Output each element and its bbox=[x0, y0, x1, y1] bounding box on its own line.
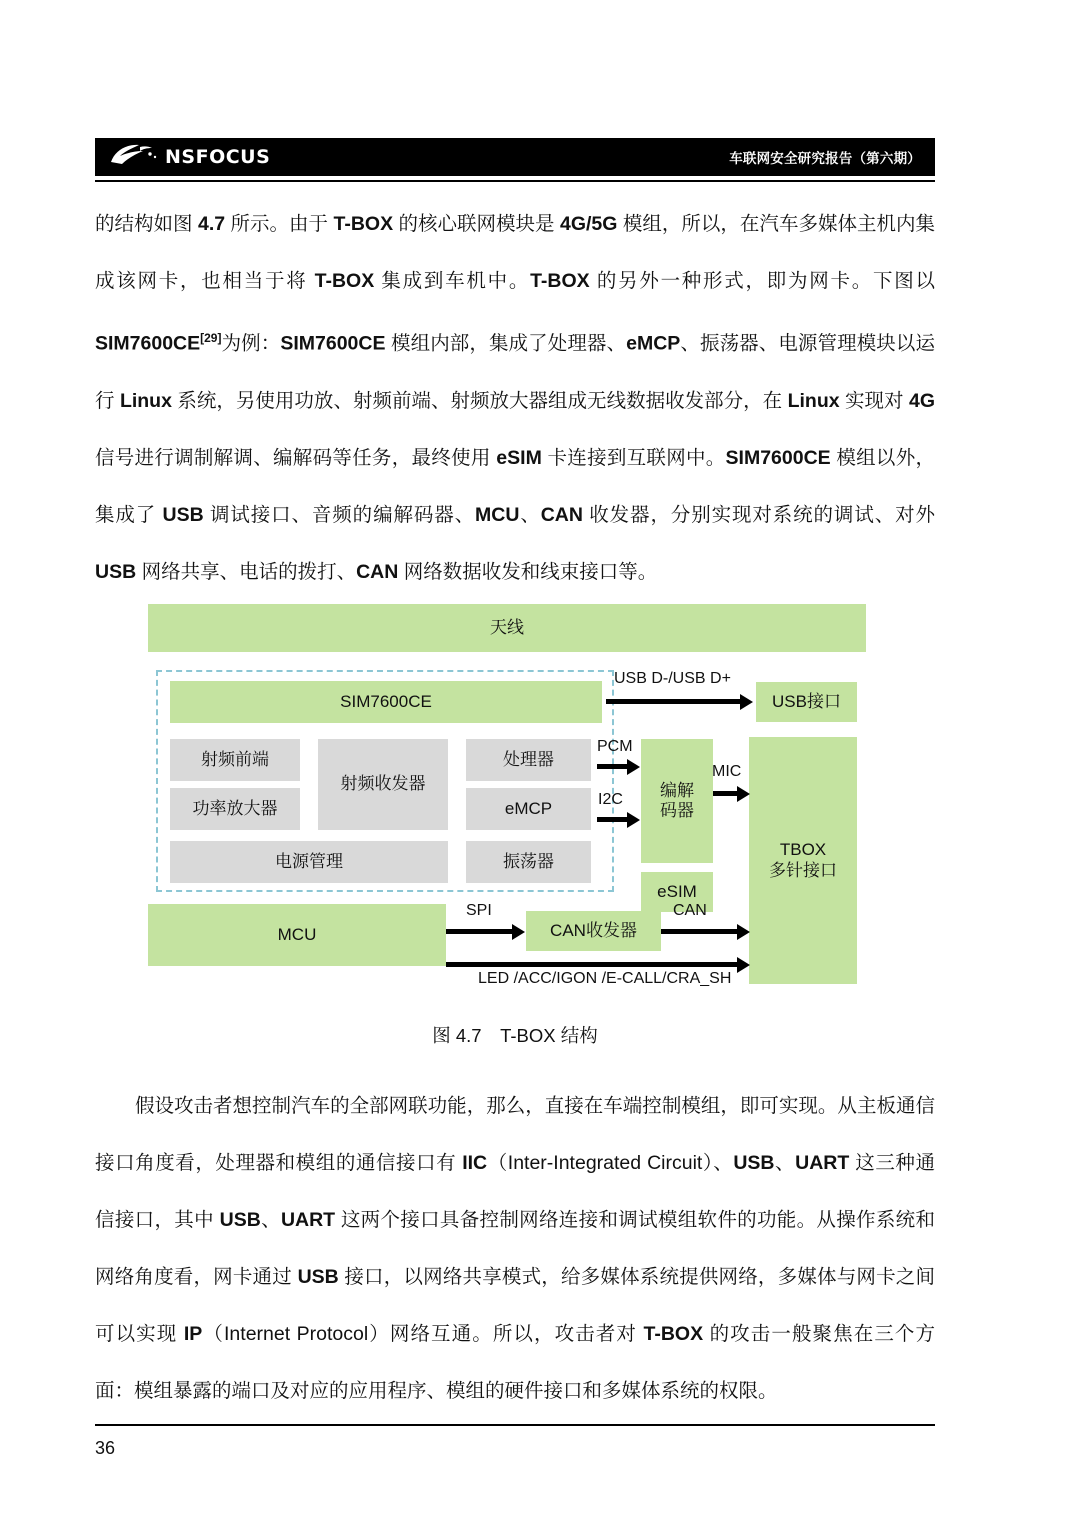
block-tbox-connector-label-line1: TBOX bbox=[779, 840, 827, 860]
block-rf-frontend-label: 射频前端 bbox=[201, 749, 269, 769]
arrow-spi-line bbox=[446, 929, 514, 934]
arrow-usb-line bbox=[606, 699, 742, 704]
signal-label-can: CAN bbox=[673, 902, 707, 919]
signal-label-pcm: PCM bbox=[597, 738, 633, 755]
brand-lockup bbox=[109, 142, 270, 173]
block-codec-label: 编解码器 bbox=[660, 780, 694, 820]
footer-divider bbox=[95, 1424, 935, 1426]
block-oscillator bbox=[466, 841, 591, 883]
block-power-management bbox=[170, 841, 448, 883]
arrow-led-acc-head bbox=[737, 957, 750, 973]
block-usb-interface bbox=[756, 682, 857, 722]
block-power-management-label: 电源管理 bbox=[275, 851, 343, 871]
block-processor-label: 处理器 bbox=[503, 749, 554, 769]
body-paragraph-1: 的结构如图 4.7 所示。由于 T-BOX 的核心联网模块是 4G/5G 模组，所以，在汽车多媒体主机内集成该网卡，也相当于将 T-BOX 集成到车机中。T-BOX 的另外一种形式，即为网卡。下图以 SIM7600CE[29]为例：SIM7600CE 模组内部，集成了处理器、eMCP、振荡器、电源管理模块以运行 Linux 系统，另使用功放、射频前端、射频放大器组成无线数据收发部分，在 Linux 实现对 4G 信号进行调制解调、编解码等任务，最终使用 eSIM 卡连接到互联网中。SIM7600CE 模组以外，集成了 USB 调试接口、音频的编解码器、MCU、CAN 收发器，分别实现对系统的调试、对外 USB 网络共享、电话的拨打、CAN 网络数据收发和线束接口等。 bbox=[95, 213, 935, 583]
body-paragraph-2: 假设攻击者想控制汽车的全部网联功能，那么，直接在车端控制模组，即可实现。从主板通信接口角度看，处理器和模组的通信接口有 IIC（Inter-Integrated Circuit）、USB、UART 这三种通信接口，其中 USB、UART 这两个接口具备控制网络连接和调试模组软件的功能。从操作系统和网络角度看，网卡通过 USB 接口，以网络共享模式，给多媒体系统提供网络，多媒体与网卡之间可以实现 IP（Internet Protocol）网络互通。所以，攻击者对 T-BOX 的攻击一般聚焦在三个方面：模组暴露的端口及对应的应用程序、模组的硬件接口和多媒体系统的权限。 bbox=[95, 1095, 936, 1402]
arrow-i2c-head bbox=[627, 812, 640, 828]
arrow-pcm-line bbox=[597, 764, 629, 769]
block-rf-transceiver-label: 射频收发器 bbox=[340, 774, 426, 794]
arrow-usb-head bbox=[740, 694, 753, 710]
block-mcu bbox=[148, 904, 446, 966]
report-title: 车联网安全研究报告（第六期） bbox=[729, 151, 921, 166]
block-emcp-label: eMCP bbox=[504, 798, 553, 818]
block-antenna-label: 天线 bbox=[490, 617, 524, 637]
arrow-can-line bbox=[661, 929, 741, 934]
block-emcp bbox=[466, 788, 591, 830]
signal-label-led-acc: LED /ACC/IGON /E-CALL/CRA_SH bbox=[478, 970, 732, 987]
block-antenna bbox=[148, 604, 866, 652]
block-power-amplifier bbox=[170, 788, 300, 830]
block-mcu-label: MCU bbox=[277, 924, 317, 944]
figure-tbox-architecture bbox=[148, 604, 870, 996]
block-can-transceiver-label: CAN收发器 bbox=[550, 920, 637, 940]
block-can-transceiver bbox=[526, 911, 661, 951]
signal-label-i2c: I2C bbox=[598, 791, 623, 808]
page-number: 36 bbox=[95, 1438, 116, 1458]
arrow-i2c-line bbox=[597, 817, 629, 822]
block-rf-transceiver bbox=[318, 739, 448, 830]
arrow-pcm-head bbox=[627, 759, 640, 775]
arrow-mic-head bbox=[737, 786, 750, 802]
block-sim7600ce-label: SIM7600CE bbox=[340, 691, 432, 711]
nsfocus-flag-logo-icon bbox=[109, 142, 159, 173]
block-sim7600ce bbox=[170, 681, 602, 723]
block-power-amplifier-label: 功率放大器 bbox=[192, 798, 278, 818]
signal-label-usb-d: USB D-/USB D+ bbox=[614, 670, 731, 687]
signal-label-spi: SPI bbox=[466, 902, 492, 919]
block-tbox-connector-label-line2: 多针接口 bbox=[769, 860, 837, 880]
arrow-spi-head bbox=[512, 924, 525, 940]
page-header bbox=[95, 138, 935, 176]
block-codec bbox=[641, 739, 713, 863]
arrow-can-head bbox=[737, 924, 750, 940]
figure-caption: 图 4.7 T-BOX 结构 bbox=[432, 1025, 598, 1046]
block-rf-frontend bbox=[170, 739, 300, 781]
block-processor bbox=[466, 739, 591, 781]
block-tbox-connector bbox=[749, 737, 857, 984]
signal-label-mic: MIC bbox=[712, 763, 742, 780]
block-esim-label: eSIM bbox=[657, 881, 697, 901]
block-usb-interface-label: USB接口 bbox=[772, 691, 841, 711]
arrow-led-acc-line bbox=[446, 962, 741, 967]
block-oscillator-label: 振荡器 bbox=[503, 851, 554, 871]
header-divider bbox=[95, 180, 935, 182]
brand-name: NSFOCUS bbox=[165, 146, 271, 168]
